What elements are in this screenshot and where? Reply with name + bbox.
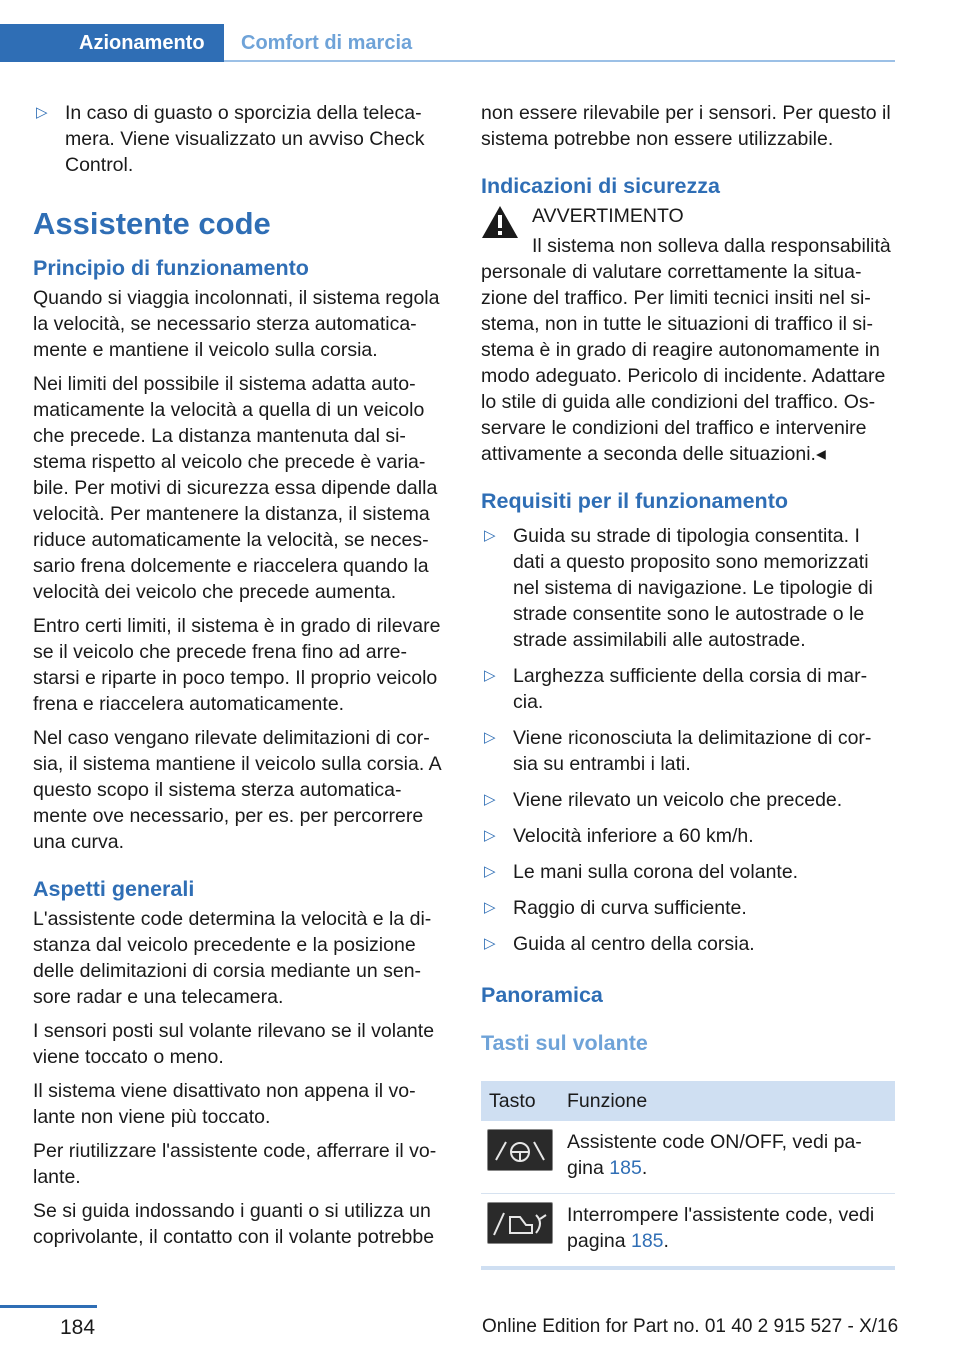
chapter-tabs bbox=[0, 24, 895, 62]
list-item-text: Viene rilevato un veicolo che precede. bbox=[513, 789, 843, 811]
list-item-text: In caso di guasto o sporcizia della teleca‐mera. Viene visualizzato un avviso Check Control. bbox=[65, 102, 425, 176]
warning-text: Il sistema non solleva dalla responsabilità personale di valutare correttamente la situa‐zione del traffico. Per limiti tecnici insiti nel si‐stema, non in tutte le situazioni di traffico il si‐stema è in grado di reagire autonomamente in modo adeguato. Pericolo di incidente. Adattare lo stile di guida alle condizioni del traffico. Os‐servare le condizioni del traffico e intervenire attivamente a seconda delle situazioni.◂ bbox=[481, 235, 891, 465]
page-number: 184 bbox=[60, 1316, 96, 1339]
key-cell bbox=[481, 1121, 559, 1194]
key-cell bbox=[481, 1194, 559, 1269]
column-tasto: Tasto bbox=[481, 1081, 559, 1121]
paragraph: Per riutilizzare l'assistente code, afferrare il vo‐lante. bbox=[33, 1140, 437, 1188]
bullet-triangle-icon: ▷ bbox=[484, 827, 496, 844]
list-item bbox=[481, 663, 896, 715]
page-link[interactable]: 185 bbox=[630, 1230, 664, 1252]
right-column bbox=[481, 100, 896, 1270]
keys-table bbox=[481, 1081, 895, 1270]
list-item-text: Le mani sulla corona del volante. bbox=[513, 861, 799, 883]
table-row bbox=[481, 1121, 895, 1194]
list-item bbox=[33, 100, 448, 178]
subheading-tasti: Tasti sul volante bbox=[481, 1031, 648, 1055]
tab-divider bbox=[224, 60, 895, 62]
heading-aspetti: Aspetti generali bbox=[33, 877, 195, 901]
heading-requisiti: Requisiti per il funzionamento bbox=[481, 489, 788, 513]
heading-principio: Principio di funzionamento bbox=[33, 256, 309, 280]
list-item-text: Viene riconosciuta la delimitazione di cor‐sia su entrambi i lati. bbox=[513, 727, 872, 775]
list-item-text: Velocità inferiore a 60 km/h. bbox=[513, 825, 754, 847]
warning-label: AVVERTIMENTO bbox=[532, 205, 684, 227]
bullet-triangle-icon: ▷ bbox=[36, 104, 48, 121]
paragraph: Nei limiti del possibile il sistema adatta auto‐maticamente la velocità a quella di un veicolo che precede. La distanza mantenuta dal si‐stema rispetto al veicolo che precede è varia‐bile. Per motivi di sicurezza essa dipende dalla velocità. Per mantenere la distanza, il sistema riduce automaticamente la velocità, se neces‐sario frena dolcemente e riaccelera quando la velocità dei veicolo che precede aumenta. bbox=[33, 373, 438, 603]
footer-rule bbox=[0, 1305, 97, 1308]
table-header bbox=[481, 1081, 895, 1121]
paragraph: Nel caso vengano rilevate delimitazioni di cor‐sia, il sistema mantiene il veicolo sulla corsia. A questo scopo il sistema sterza automatica‐mente ove necessario, per es. per percorrere una curva. bbox=[33, 727, 441, 853]
heading-panoramica: Panoramica bbox=[481, 983, 603, 1007]
warning-block bbox=[481, 203, 896, 467]
function-text: Assistente code ON/OFF, vedi pa‐gina bbox=[567, 1131, 862, 1179]
function-text: Interrompere l'assistente code, vedi pagina bbox=[567, 1204, 875, 1252]
list-item-text: Raggio di curva sufficiente. bbox=[513, 897, 747, 919]
section-title: Assistente code bbox=[33, 206, 271, 241]
column-funzione: Funzione bbox=[559, 1081, 895, 1121]
paragraph: L'assistente code determina la velocità e la di‐stanza dal veicolo precedente e la posizione delle delimitazioni di corsia mediante un sen‐sore radar e una telecamera. bbox=[33, 908, 432, 1008]
interrupt-assist-icon bbox=[487, 1202, 553, 1244]
paragraph: I sensori posti sul volante rilevano se il volante viene toccato o meno. bbox=[33, 1020, 435, 1068]
bullet-triangle-icon: ▷ bbox=[484, 667, 496, 684]
function-cell bbox=[559, 1194, 895, 1269]
list-item bbox=[481, 523, 896, 653]
list-item bbox=[481, 725, 896, 777]
list-item-text: Guida su strade di tipologia consentita. I dati a questo proposito sono memorizzati nel sistema di navigazione. Le tipologie di strade consentite sono le autostrade o le strade assimilabili alle autostrade. bbox=[513, 525, 873, 651]
bullet-triangle-icon: ▷ bbox=[484, 935, 496, 952]
bullet-triangle-icon: ▷ bbox=[484, 791, 496, 808]
function-text-end: . bbox=[663, 1230, 669, 1252]
table-row bbox=[481, 1194, 895, 1269]
bullet-triangle-icon: ▷ bbox=[484, 729, 496, 746]
page-link[interactable]: 185 bbox=[609, 1157, 642, 1179]
paragraph-continuation: non essere rilevabile per i sensori. Per questo il sistema potrebbe non essere utilizzabile. bbox=[481, 102, 891, 150]
bullet-triangle-icon: ▷ bbox=[484, 899, 496, 916]
paragraph: Se si guida indossando i guanti o si utilizza un coprivolante, il contatto con il volante potrebbe bbox=[33, 1200, 435, 1248]
list-item bbox=[481, 859, 896, 885]
heading-sicurezza: Indicazioni di sicurezza bbox=[481, 174, 720, 198]
bullet-triangle-icon: ▷ bbox=[484, 863, 496, 880]
edition-text: Online Edition for Part no. 01 40 2 915 527 - X/16 bbox=[482, 1316, 899, 1337]
list-item bbox=[481, 895, 896, 921]
function-text-end: . bbox=[641, 1157, 648, 1179]
paragraph: Quando si viaggia incolonnati, il sistema regola la velocità, se necessario sterza automatica‐mente e mantiene il veicolo sulla corsia. bbox=[33, 287, 440, 361]
bullet-triangle-icon: ▷ bbox=[484, 527, 496, 544]
list-item bbox=[481, 931, 896, 957]
list-item bbox=[481, 787, 896, 813]
requirements-list bbox=[481, 523, 896, 957]
steering-assist-icon bbox=[487, 1129, 553, 1171]
left-column bbox=[33, 100, 448, 1258]
list-item-text: Larghezza sufficiente della corsia di mar‐cia. bbox=[513, 665, 868, 713]
tab-azionamento[interactable] bbox=[0, 24, 224, 62]
tab-comfort-label: Comfort di marcia bbox=[241, 32, 413, 54]
list-item bbox=[481, 823, 896, 849]
function-cell bbox=[559, 1121, 895, 1194]
tab-azionamento-label: Azionamento bbox=[79, 32, 205, 54]
warning-triangle-icon bbox=[481, 205, 519, 239]
list-item-text: Guida al centro della corsia. bbox=[513, 933, 755, 955]
paragraph: Il sistema viene disattivato non appena il vo‐lante non viene più toccato. bbox=[33, 1080, 416, 1128]
paragraph: Entro certi limiti, il sistema è in grado di rilevare se il veicolo che precede frena fino ad arre‐starsi e riparte in poco tempo. Il proprio veicolo frena e riaccelera automaticamente. bbox=[33, 615, 441, 715]
